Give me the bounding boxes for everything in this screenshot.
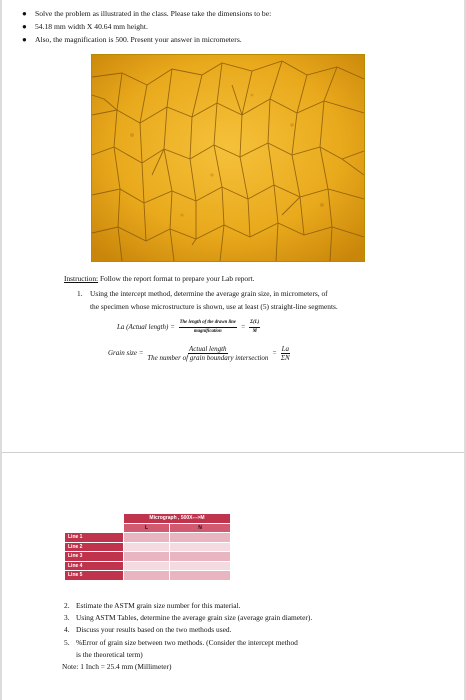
section-divider <box>2 452 464 453</box>
item-text-line2: the specimen whose microstructure is shown, use at least (5) straight-line segments. <box>90 302 338 311</box>
measurement-table <box>64 513 231 581</box>
list-item: is the theoretical term) <box>76 649 143 659</box>
cell-N[interactable] <box>170 533 231 543</box>
table-row: Line 3 <box>65 552 231 562</box>
cell-L[interactable] <box>124 571 170 581</box>
formula-grain-size: Grain size = $\frac{\text{Actual length}}{\text{The number of grain boundary intersection}}$ = $\frac{La}{\Sigma N}$ <box>108 345 290 362</box>
page-border-left <box>0 0 2 700</box>
problem-bullets <box>22 7 271 46</box>
micrograph-image <box>91 54 365 262</box>
list-item: 3. Using ASTM Tables, determine the average grain size (average grain diameter). <box>64 613 313 623</box>
table-header-L: L <box>124 523 170 533</box>
list-item: 5. %Error of grain size between two methods. (Consider the intercept method <box>64 637 298 647</box>
formula-actual-length: La (Actual length) = $\frac{\text{The length of the drawn line}}{\text{magnification}}$ = $\frac{\Sigma(L)}{M}$ <box>117 320 260 334</box>
bullet-item: ● Solve the problem as illustrated in the class. Please take the dimensions to be: <box>22 9 272 18</box>
micrograph-grains <box>92 55 364 261</box>
cell-L[interactable] <box>124 552 170 562</box>
steps-list <box>64 600 409 673</box>
table-row: Line 1 <box>65 533 231 543</box>
cell-L[interactable] <box>124 542 170 552</box>
cell-N[interactable] <box>170 552 231 562</box>
item-1 <box>77 287 338 313</box>
table-header-N: N <box>170 523 231 533</box>
bullet-item: ● 54.18 mm width X 40.64 mm height. <box>22 22 148 31</box>
table-corner <box>65 514 124 533</box>
bullet-dot-icon: ● <box>22 35 27 44</box>
list-item: 2. Estimate the ASTM grain size number for this material. <box>64 601 241 610</box>
instruction-line <box>64 272 404 285</box>
table-row: Line 2 <box>65 542 231 552</box>
note-text: Note: 1 Inch = 25.4 mm (Millimeter) <box>62 662 172 672</box>
bullet-item: ● Also, the magnification is 500. Present your answer in micrometers. <box>22 35 242 44</box>
bullet-dot-icon: ● <box>22 9 27 18</box>
table-row: Line 4 <box>65 561 231 571</box>
bullet-dot-icon: ● <box>22 22 27 31</box>
table-row: Line 5 <box>65 571 231 581</box>
item-text-line1: Using the intercept method, determine the average grain size, in micrometers, of <box>90 289 328 298</box>
cell-N[interactable] <box>170 561 231 571</box>
cell-N[interactable] <box>170 571 231 581</box>
instruction-label: Instruction: <box>64 274 99 283</box>
cell-N[interactable] <box>170 542 231 552</box>
cell-L[interactable] <box>124 561 170 571</box>
table-header-title: Micrograph , 500X--->M <box>124 514 231 524</box>
cell-L[interactable] <box>124 533 170 543</box>
instruction-text: Follow the report format to prepare your Lab report. <box>99 274 255 283</box>
list-item: 4. Discuss your results based on the two methods used. <box>64 625 232 635</box>
item-number: 1. <box>77 289 83 298</box>
